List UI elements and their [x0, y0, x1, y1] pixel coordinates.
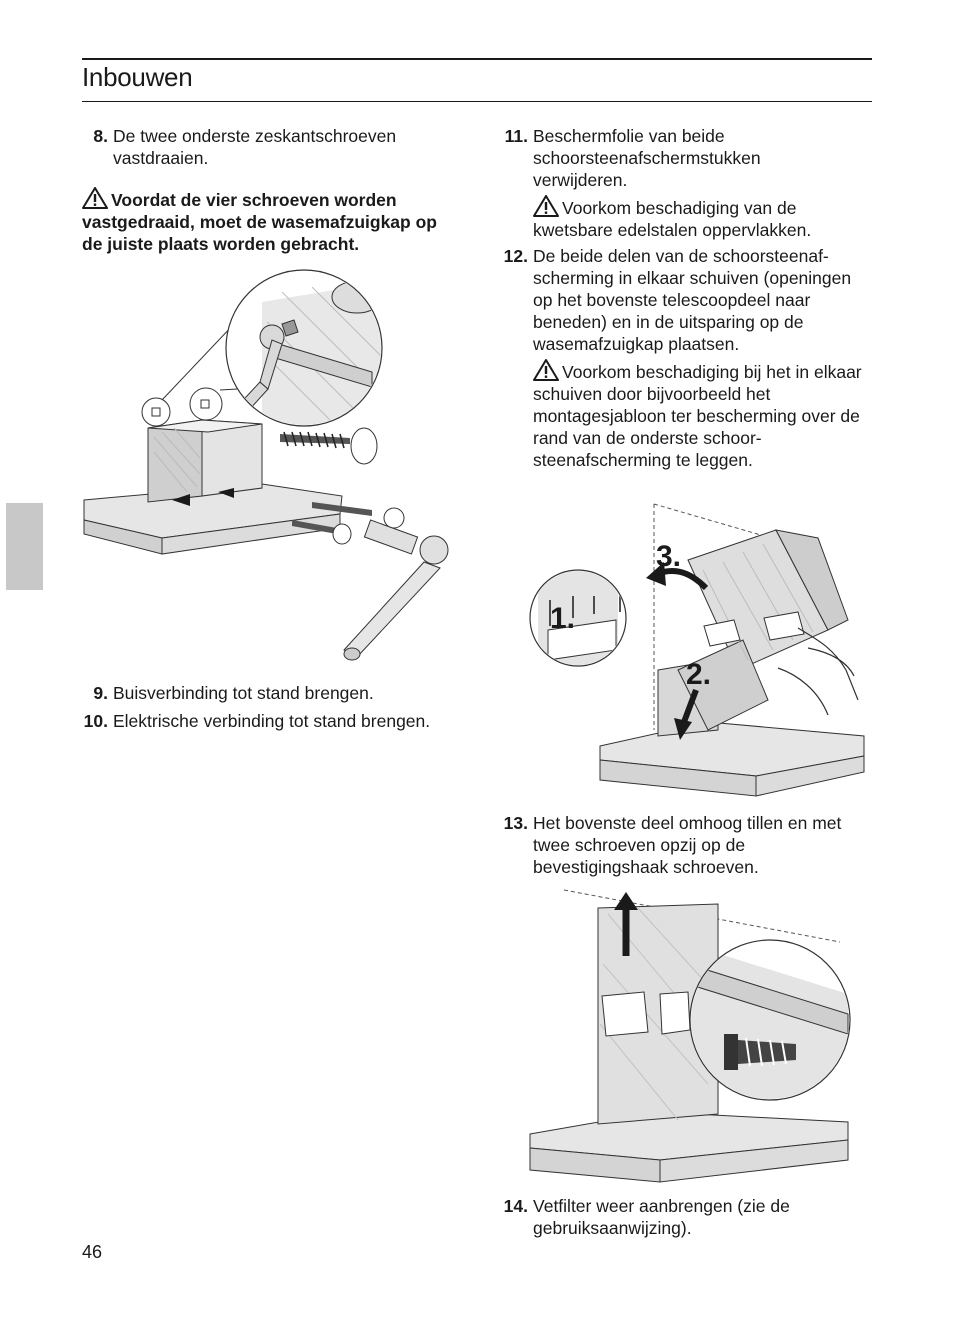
step-11 — [502, 125, 874, 191]
warning-icon — [82, 187, 108, 209]
step-13 — [502, 812, 874, 878]
warning-icon — [533, 195, 559, 217]
step-9 — [82, 682, 442, 704]
screw-top — [280, 428, 377, 464]
step-text: Elektrische verbinding tot stand brengen. — [113, 711, 431, 731]
header-rule-top — [82, 58, 872, 60]
step-number: 14. — [503, 1196, 528, 1216]
section-title: Inbouwen — [82, 62, 193, 92]
step-number: 13. — [503, 813, 528, 833]
figure-step-8 — [82, 262, 452, 664]
step-14 — [502, 1195, 874, 1239]
warning-icon — [533, 359, 559, 381]
warning-text: Voorkom beschadiging van de kwetsbare edelstalen oppervlakken. — [533, 198, 812, 240]
step-text: Beschermfolie van beide schoorsteenafschermstukken verwijderen. — [533, 126, 761, 190]
step-text: Buisverbinding tot stand brengen. — [113, 683, 374, 703]
step-number: 11. — [504, 126, 528, 146]
figure-label-2: 2. — [686, 658, 712, 691]
page-number: 46 — [82, 1242, 103, 1262]
figure-label-3: 3. — [656, 540, 682, 573]
warning-text: Voordat de vier schroeven worden vastgedraaid, moet de wasemafzuigkap op de juiste plaats worden gebracht. — [82, 190, 437, 254]
right-column — [502, 125, 874, 475]
step-10 — [82, 710, 442, 732]
socket-wrench — [344, 520, 448, 660]
right-column-step-13 — [502, 812, 874, 884]
header-rule-bottom — [82, 101, 872, 102]
step-number: 10. — [83, 711, 108, 731]
step-text: Het bovenste deel omhoog tillen en met twee schroeven opzij op de bevestigingshaak schroeven. — [533, 813, 842, 877]
step-text: Vetfilter weer aanbrengen (zie de gebruiksaanwijzing). — [533, 1196, 790, 1238]
step-8 — [82, 125, 442, 169]
figure-step-12 — [528, 500, 868, 800]
warning-12 — [502, 359, 874, 471]
side-tab-marker — [6, 503, 43, 590]
warning-11 — [502, 195, 874, 241]
right-column-step-14 — [502, 1195, 874, 1245]
warning-block — [82, 187, 440, 255]
step-number: 12. — [503, 246, 528, 266]
figure-step-13 — [528, 884, 852, 1184]
step-text: De beide delen van de schoorsteenaf-scherming in elkaar schuiven (openingen op het bovenste telescoopdeel naar beneden) en in de uitsparing op de wasemafzuigkap plaatsen. — [533, 246, 852, 354]
figure-label-1: 1. — [550, 602, 576, 635]
step-text: De twee onderste zeskantschroeven vastdraaien. — [113, 126, 397, 168]
left-column-lower — [82, 682, 442, 738]
step-12 — [502, 245, 874, 355]
left-column — [82, 125, 442, 265]
step-number: 9. — [93, 683, 108, 703]
step-number: 8. — [93, 126, 108, 146]
warning-text: Voorkom beschadiging bij het in elkaar schuiven door bijvoorbeeld het montagesjabloon ter bescherming over de rand van de onderste schoor-steenafscherming te leggen. — [533, 362, 862, 470]
